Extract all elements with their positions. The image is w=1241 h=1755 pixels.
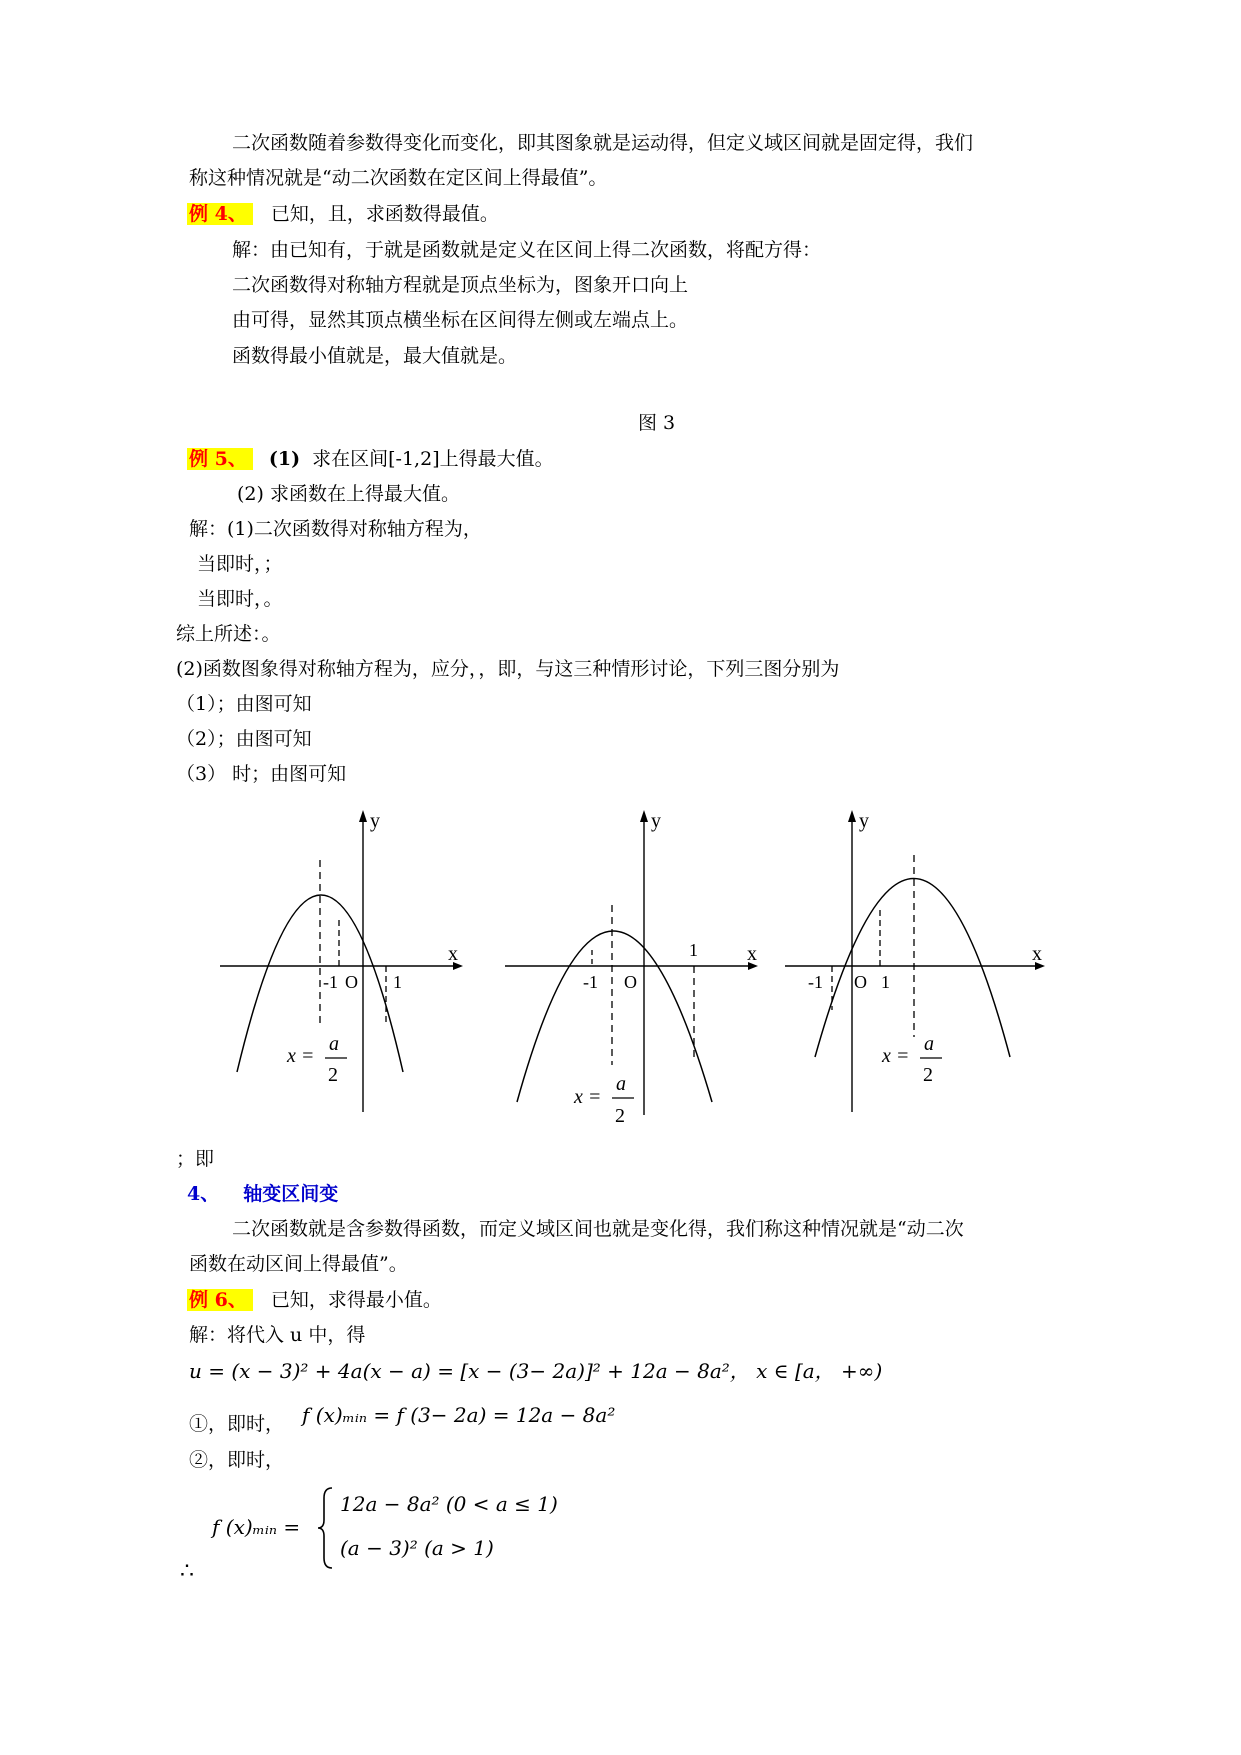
example-4-text: 已知，且，求函数得最值。 xyxy=(270,203,499,225)
example-4-heading xyxy=(187,202,499,226)
example-6-case-2-label: ②，即时， xyxy=(189,1449,285,1471)
graph-3-y-label: y xyxy=(859,810,869,832)
example-6-label: 例 6、 xyxy=(187,1289,253,1311)
graph-1-frac-den: 2 xyxy=(328,1064,338,1086)
graph-1-y-label: y xyxy=(370,810,380,832)
section-4-line-2: 函数在动区间上得最值”。 xyxy=(189,1253,408,1275)
graph-2-origin: O xyxy=(624,972,637,992)
section-4-number: 4、 xyxy=(187,1183,220,1205)
example-6-text: 已知，求得最小值。 xyxy=(270,1289,442,1311)
example-4-solution-4: 函数得最小值就是，最大值就是。 xyxy=(232,345,518,367)
graph-3-tick-neg1: -1 xyxy=(808,972,823,992)
section-4-title: 轴变区间变 xyxy=(243,1183,339,1205)
graph-2-frac-den: 2 xyxy=(615,1105,625,1127)
graph-3-tick-1: 1 xyxy=(881,972,890,992)
graph-3-frac-den: 2 xyxy=(923,1064,933,1086)
example-5-solution-5: (2)函数图象得对称轴方程为，应分，，即，与这三种情形讨论，下列三图分别为 xyxy=(176,658,840,680)
case-1: （1）；由图可知 xyxy=(176,693,312,715)
example-6-case-1-label: ①，即时， xyxy=(189,1413,285,1435)
graph-2-tick-neg1: -1 xyxy=(583,972,598,992)
example-6-formula: u = (x − 3)² + 4a(x − a) = [x − (3− 2a)]² + 12a − 8a²， x ∈ [a， +∞) xyxy=(189,1359,883,1383)
piecewise-case-2: (a − 3)² (a > 1) xyxy=(340,1536,494,1560)
graph-2-y-label: y xyxy=(651,810,661,832)
piecewise-case-1: 12a − 8a² (0 < a ≤ 1) xyxy=(340,1492,558,1516)
example-5-q1: 求在区间[-1,2]上得最大值。 xyxy=(312,448,554,470)
graph-1-frac-num: a xyxy=(329,1033,339,1055)
example-5-q1-number: (1) xyxy=(268,448,301,470)
graph-2-axis-label: x = xyxy=(574,1086,602,1108)
example-4-solution-1: 解：由已知有，于就是函数就是定义在区间上得二次函数，将配方得： xyxy=(232,239,822,261)
graph-1 xyxy=(215,800,475,1120)
example-6-case-1-formula: f (x)ₘᵢₙ = f (3− 2a) = 12a − 8a² xyxy=(302,1403,616,1427)
graph-1-tick-neg1: -1 xyxy=(323,972,338,992)
therefore-symbol: ∴ xyxy=(180,1559,194,1584)
example-5-solution-2: 当即时，； xyxy=(197,553,283,575)
section-4-heading xyxy=(187,1182,338,1206)
intro-line-1: 二次函数随着参数得变化而变化，即其图象就是运动得，但定义域区间就是固定得，我们 xyxy=(232,132,974,154)
graph-1-axis-label: x = xyxy=(287,1045,315,1067)
intro-line-2: 称这种情况就是“动二次函数在定区间上得最值”。 xyxy=(189,167,608,189)
example-5-solution-3: 当即时，。 xyxy=(197,588,283,610)
graph-1-tick-1: 1 xyxy=(393,972,402,992)
graph-2-frac-num: a xyxy=(616,1073,626,1095)
graph-2 xyxy=(500,800,770,1130)
example-5-solution-1: 解：(1)二次函数得对称轴方程为， xyxy=(189,518,482,540)
example-4-solution-2: 二次函数得对称轴方程就是顶点坐标为，图象开口向上 xyxy=(232,274,689,296)
graph-2-parabola xyxy=(517,931,712,1102)
after-graphs-text: ；即 xyxy=(176,1148,215,1170)
graph-3 xyxy=(780,800,1060,1120)
section-4-line-1: 二次函数就是含参数得函数，而定义域区间也就是变化得，我们称这种情况就是“动二次 xyxy=(232,1218,964,1240)
case-3: （3） 时；由图可知 xyxy=(176,763,347,785)
example-4-label: 例 4、 xyxy=(187,203,253,225)
piecewise-brace xyxy=(316,1486,336,1570)
graph-2-tick-1: 1 xyxy=(689,940,698,960)
example-5-label: 例 5、 xyxy=(187,448,253,470)
graph-3-frac-num: a xyxy=(924,1033,934,1055)
graph-3-axis-label: x = xyxy=(882,1045,910,1067)
graph-1-x-label: x xyxy=(448,943,458,965)
case-2: （2）；由图可知 xyxy=(176,728,312,750)
example-6-solution-1: 解：将代入 u 中，得 xyxy=(189,1324,366,1346)
graph-3-parabola xyxy=(815,879,1010,1058)
graph-3-origin: O xyxy=(854,972,867,992)
example-5-solution-4: 综上所述：。 xyxy=(176,623,281,645)
figure-3-caption: 图 3 xyxy=(638,412,676,434)
graph-3-x-label: x xyxy=(1032,943,1042,965)
example-5-heading xyxy=(187,447,554,471)
example-4-solution-3: 由可得，显然其顶点横坐标在区间得左侧或左端点上。 xyxy=(232,309,689,331)
example-6-fmin: f (x)ₘᵢₙ = xyxy=(212,1515,301,1539)
graph-2-x-label: x xyxy=(747,943,757,965)
example-6-heading xyxy=(187,1288,442,1312)
graph-1-origin: O xyxy=(345,972,358,992)
example-5-q2: (2) 求函数在上得最大值。 xyxy=(237,483,460,505)
